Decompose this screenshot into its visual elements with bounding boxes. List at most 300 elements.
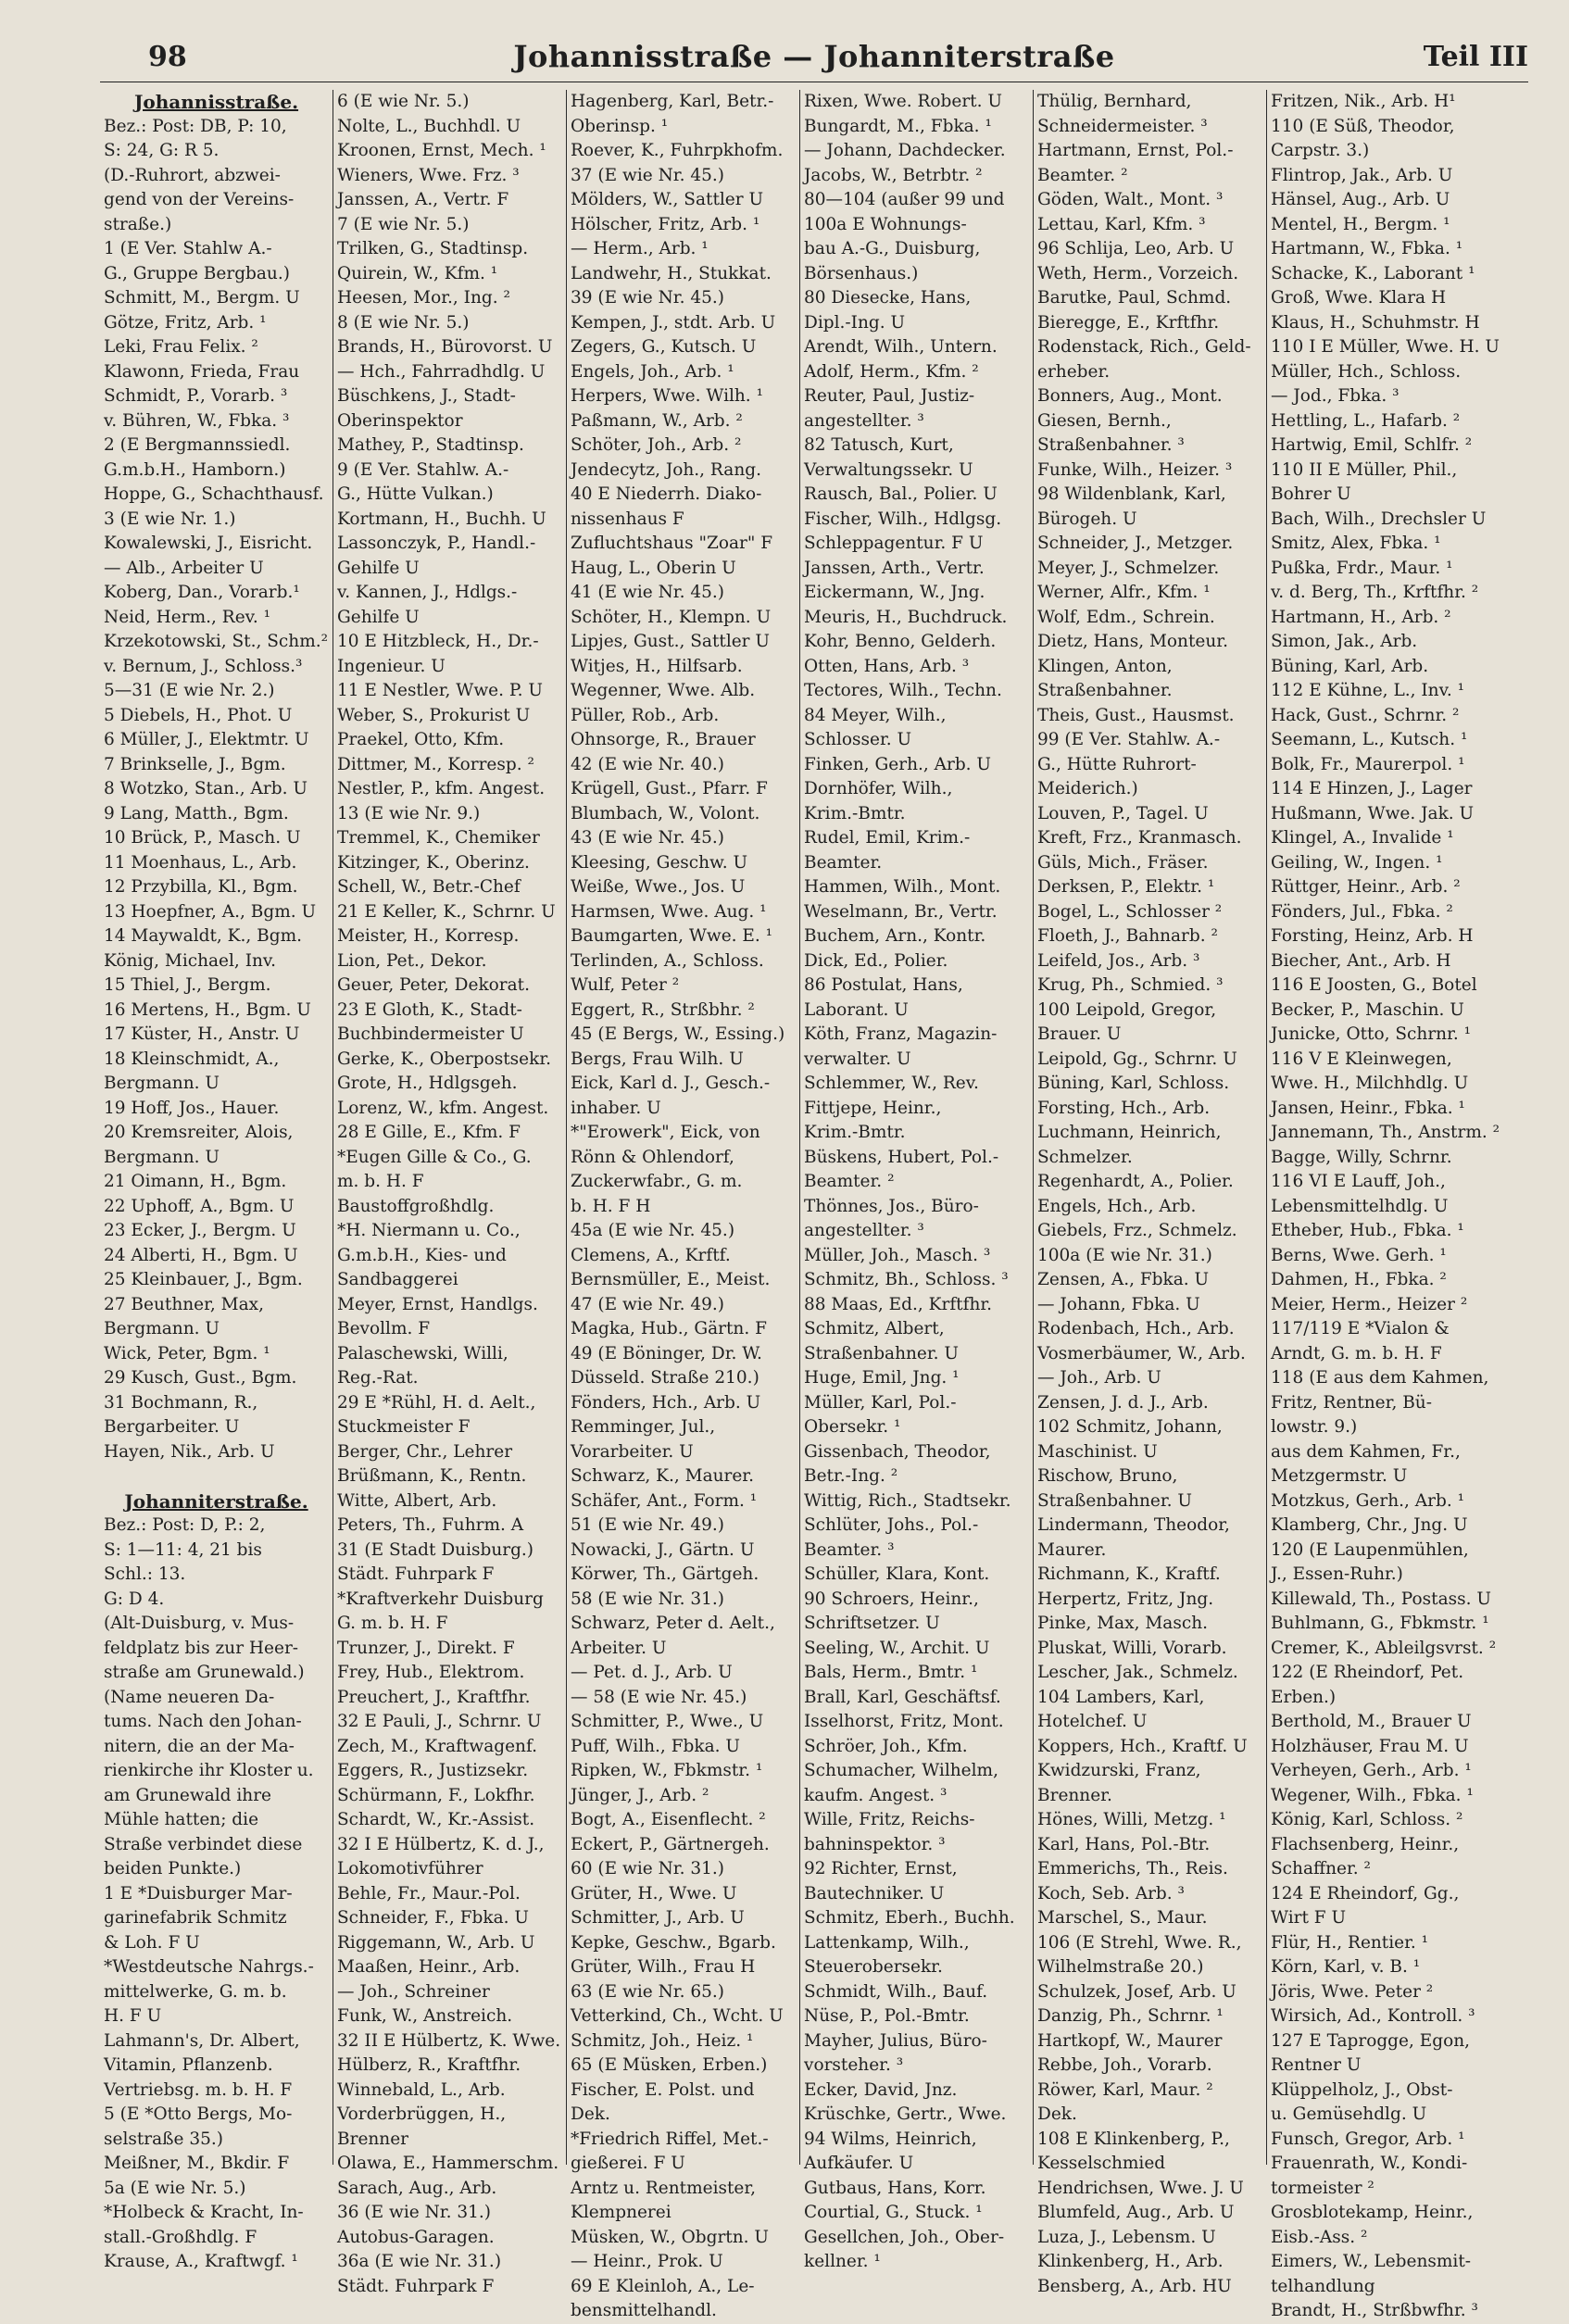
directory-entry: Wulf, Peter ²: [571, 975, 680, 995]
directory-entry: u. Gemüsehdlg. U: [1271, 2104, 1427, 2124]
directory-entry: 8 (E wie Nr. 5.): [337, 312, 470, 333]
directory-entry: Eickermann, W., Jng.: [804, 583, 985, 602]
directory-entry: 41 (E wie Nr. 45.): [571, 583, 725, 602]
directory-entry: Arntz u. Rentmeister,: [571, 2178, 757, 2198]
directory-entry: Jansen, Heinr., Fbka. ¹: [1271, 1098, 1465, 1118]
directory-entry: Biecher, Ant., Arb. H: [1271, 950, 1451, 971]
directory-entry: Huge, Emil, Jng. ¹: [804, 1368, 960, 1388]
directory-entry: Dek.: [571, 2104, 610, 2124]
directory-entry: Bach, Wilh., Drechsler U: [1271, 509, 1487, 529]
directory-entry: Meiderich.): [1037, 779, 1138, 798]
directory-entry: Klawonn, Frieda, Frau: [104, 361, 300, 382]
directory-entry: aus dem Kahmen, Fr.,: [1271, 1441, 1461, 1462]
directory-entry: Beamter. ²: [1037, 165, 1128, 185]
directory-entry: G.m.b.H., Kies- und: [337, 1245, 507, 1265]
directory-entry: S: 1—11: 4, 21 bis: [104, 1539, 262, 1560]
directory-entry: Bonners, Aug., Mont.: [1037, 386, 1223, 406]
directory-entry: *"Erowerk", Eick, von: [571, 1123, 760, 1142]
directory-entry: Bergmann. U: [104, 1319, 220, 1338]
directory-entry: Ecker, David, Jnz.: [804, 2079, 958, 2100]
directory-entry: Jöris, Wwe. Peter ²: [1271, 1981, 1434, 2002]
directory-entry: 99 (E Ver. Stahlw. A.-: [1037, 730, 1221, 749]
directory-entry: Flachsenberg, Heinr.,: [1271, 1834, 1460, 1854]
directory-entry: *Westdeutsche Nahrgs.-: [104, 1957, 314, 1977]
directory-entry: 24 Alberti, H., Bgm. U: [104, 1245, 298, 1265]
directory-entry: Schöter, Joh., Arb. ²: [571, 435, 742, 455]
directory-entry: Lebensmittelhdlg. U: [1271, 1196, 1449, 1216]
directory-entry: Buchem, Arn., Kontr.: [804, 926, 986, 946]
directory-entry: angestellter. ³: [804, 1221, 924, 1240]
directory-entry: Fönders, Hch., Arb. U: [571, 1392, 761, 1413]
directory-entry: Schardt, W., Kr.-Assist.: [337, 1810, 535, 1829]
directory-entry: 100a E Wohnungs-: [804, 214, 967, 234]
directory-entry: Carpstr. 3.): [1271, 141, 1370, 160]
directory-entry: Kroonen, Ernst, Mech. ¹: [337, 141, 546, 160]
directory-entry: Reg.-Rat.: [337, 1368, 419, 1388]
directory-entry: Kowalewski, J., Eisricht.: [104, 534, 313, 553]
directory-entry: straße am Grunewald.): [104, 1663, 305, 1682]
directory-entry: Wieners, Wwe. Frz. ³: [337, 165, 520, 185]
directory-entry: Tectores, Wilh., Techn.: [804, 681, 1002, 700]
directory-entry: 27 Beuthner, Max,: [104, 1294, 264, 1314]
directory-entry: Bungardt, M., Fbka. ¹: [804, 116, 992, 136]
directory-entry: kellner. ¹: [804, 2252, 881, 2271]
directory-entry: — Alb., Arbeiter U: [104, 558, 264, 578]
directory-entry: 5—31 (E wie Nr. 2.): [104, 681, 275, 700]
directory-entry: Düsseld. Straße 210.): [571, 1368, 759, 1388]
directory-entry: Cremer, K., Ableilgsvrst. ²: [1271, 1638, 1497, 1658]
directory-entry: König, Karl, Schloss. ²: [1271, 1810, 1463, 1829]
directory-entry: Verheyen, Gerh., Arb. ¹: [1271, 1761, 1472, 1780]
directory-entry: Müsken, W., Obgrtn. U: [571, 2227, 770, 2247]
directory-entry: Hußmann, Wwe. Jak. U: [1271, 803, 1475, 823]
directory-entry: Grote, H., Hdlgsgeh.: [337, 1074, 518, 1093]
directory-entry: Engels, Joh., Arb. ¹: [571, 361, 734, 382]
directory-entry: mittelwerke, G. m. b.: [104, 1981, 287, 2002]
directory-entry: Schleppagentur. F U: [804, 534, 984, 553]
directory-entry: Dornhöfer, Wilh.,: [804, 779, 953, 798]
directory-entry: Nestler, P., kfm. Angest.: [337, 779, 546, 798]
directory-entry: Ingenieur. U: [337, 656, 446, 676]
directory-entry: Buchbindermeister U: [337, 1024, 524, 1044]
directory-entry: — Heinr., Prok. U: [571, 2252, 723, 2271]
directory-entry: 36a (E wie Nr. 31.): [337, 2252, 502, 2271]
directory-entry: Ripken, W., Fbkmstr. ¹: [571, 1761, 763, 1780]
directory-entry: Meuris, H., Buchdruck.: [804, 607, 1008, 627]
directory-entry: Emmerichs, Th., Reis.: [1037, 1859, 1228, 1878]
directory-entry: Zensen, J. d. J., Arb.: [1037, 1392, 1209, 1413]
directory-entry: (Name neueren Da-: [104, 1687, 275, 1707]
directory-entry: 124 E Rheindorf, Gg.,: [1271, 1883, 1460, 1903]
directory-entry: Vosmerbäumer, W., Arb.: [1037, 1343, 1246, 1363]
directory-entry: Holzhäuser, Frau M. U: [1271, 1736, 1469, 1756]
directory-entry: Flintrop, Jak., Arb. U: [1271, 165, 1453, 185]
directory-entry: Gutbaus, Hans, Korr.: [804, 2178, 986, 2198]
directory-entry: Kesselschmied: [1037, 2154, 1166, 2173]
directory-entry: G., Hütte Vulkan.): [337, 484, 494, 504]
directory-entry: Luchmann, Heinrich,: [1037, 1123, 1222, 1142]
directory-entry: Wittig, Rich., Stadtsekr.: [804, 1490, 1011, 1511]
directory-entry: Lokomotivführer: [337, 1859, 483, 1878]
directory-entry: Schürmann, F., Lokfhr.: [337, 1785, 535, 1805]
directory-entry: Krügell, Gust., Pfarr. F: [571, 779, 768, 798]
directory-entry: Gerke, K., Oberpostsekr.: [337, 1049, 552, 1069]
directory-entry: 5a (E wie Nr. 5.): [104, 2178, 246, 2198]
directory-entry: v. Bühren, W., Fbka. ³: [104, 410, 290, 431]
directory-entry: bahninspektor. ³: [804, 1834, 946, 1854]
directory-entry: 37 (E wie Nr. 45.): [571, 165, 725, 185]
directory-entry: H. F U: [104, 2006, 162, 2026]
directory-entry: Dipl.-Ing. U: [804, 312, 906, 333]
directory-entry: Mentel, H., Bergm. ¹: [1271, 214, 1450, 234]
directory-entry: & Loh. F U: [104, 1932, 200, 1953]
directory-entry: Klingen, Anton,: [1037, 656, 1173, 676]
directory-entry: Obersekr. ¹: [804, 1417, 901, 1437]
directory-entry: 19 Hoff, Jos., Hauer.: [104, 1098, 280, 1118]
directory-entry: Lassonczyk, P., Handl.-: [337, 534, 536, 553]
directory-entry: Regenhardt, A., Polier.: [1037, 1172, 1234, 1191]
directory-entry: 45a (E wie Nr. 45.): [571, 1221, 735, 1240]
directory-entry: nitern, die an der Ma-: [104, 1736, 295, 1756]
directory-entry: 32 E Pauli, J., Schrnr. U: [337, 1712, 542, 1731]
directory-entry: Zech, M., Kraftwagenf.: [337, 1736, 538, 1756]
directory-entry: Louven, P., Tagel. U: [1037, 803, 1209, 823]
directory-entry: 11 Moenhaus, L., Arb.: [104, 852, 297, 873]
directory-entry: Fischer, Wilh., Hdlgsg.: [804, 509, 1002, 529]
directory-entry: Püller, Rob., Arb.: [571, 705, 720, 725]
directory-entry: Eggers, R., Justizsekr.: [337, 1761, 529, 1780]
directory-entry: Herpers, Wwe. Wilh. ¹: [571, 386, 763, 406]
directory-entry: Danzig, Ph., Schrnr. ¹: [1037, 2006, 1224, 2026]
directory-entry: Killewald, Th., Postass. U: [1271, 1589, 1491, 1609]
directory-entry: Richmann, K., Kraftf.: [1037, 1564, 1221, 1584]
directory-column: [333, 90, 567, 2296]
directory-entry: Kreft, Frz., Kranmasch.: [1037, 828, 1242, 848]
directory-entry: Bals, Herm., Bmtr. ¹: [804, 1663, 978, 1682]
directory-entry: Fönders, Jul., Fbka. ²: [1271, 901, 1453, 922]
directory-entry: Koberg, Dan., Vorarb.¹: [104, 583, 300, 602]
directory-entry: 18 Kleinschmidt, A.,: [104, 1049, 280, 1069]
directory-entry: Bagge, Willy, Schrnr.: [1271, 1147, 1452, 1167]
directory-entry: Eggert, R., Strßbhr. ²: [571, 999, 755, 1020]
directory-entry: Vorarbeiter. U: [571, 1441, 694, 1462]
directory-entry: Marschel, S., Maur.: [1037, 1908, 1208, 1928]
directory-entry: 21 Oimann, H., Bgm.: [104, 1172, 287, 1191]
directory-entry: Bogel, L., Schlosser ²: [1037, 901, 1223, 922]
directory-entry: straße.): [104, 214, 172, 234]
directory-entry: Funsch, Gregor, Arb. ¹: [1271, 2129, 1465, 2149]
directory-entry: Olawa, E., Hammerschm.: [337, 2154, 559, 2173]
directory-entry: Köth, Franz, Magazin-: [804, 1024, 998, 1044]
directory-entry: — Johann, Dachdecker.: [804, 141, 1006, 160]
directory-column: [1034, 90, 1267, 2296]
directory-entry: Autobus-Garagen.: [337, 2227, 495, 2247]
directory-entry: 11 E Nestler, Wwe. P. U: [337, 681, 543, 700]
directory-entry: Sandbaggerei: [337, 1270, 458, 1289]
directory-entry: Riggemann, W., Arb. U: [337, 1932, 535, 1953]
directory-entry: Dahmen, H., Fbka. ²: [1271, 1270, 1447, 1289]
directory-entry: Sarach, Aug., Arb.: [337, 2178, 497, 2198]
directory-entry: 21 E Keller, K., Schrnr. U: [337, 901, 556, 922]
directory-entry: — Joh., Schreiner: [337, 1981, 490, 2002]
directory-entry: Weth, Herm., Vorzeich.: [1037, 263, 1239, 283]
directory-entry: 104 Lambers, Karl,: [1037, 1687, 1205, 1707]
directory-entry: b. H. F H: [571, 1196, 651, 1216]
directory-entry: Haug, L., Oberin U: [571, 558, 736, 578]
directory-entry: Bevollm. F: [337, 1319, 431, 1338]
directory-entry: Hayen, Nik., Arb. U: [104, 1441, 275, 1462]
directory-entry: 114 E Hinzen, J., Lager: [1271, 779, 1473, 798]
directory-entry: Eick, Karl d. J., Gesch.-: [571, 1074, 771, 1093]
directory-entry: Baumgarten, Wwe. E. ¹: [571, 926, 773, 946]
directory-entry: Hönes, Willi, Metzg. ¹: [1037, 1810, 1226, 1829]
directory-entry: Müller, Hch., Schloss.: [1271, 361, 1462, 382]
directory-entry: Klamberg, Chr., Jng. U: [1271, 1515, 1468, 1535]
directory-entry: — 58 (E wie Nr. 45.): [571, 1687, 747, 1707]
directory-entry: Grüter, Wilh., Frau H: [571, 1957, 756, 1977]
directory-entry: gießerei. F U: [571, 2154, 685, 2173]
directory-entry: Schmidt, Wilh., Bauf.: [804, 1981, 988, 2002]
directory-entry: G., Gruppe Bergbau.): [104, 263, 290, 283]
directory-entry: Rodenstack, Rich., Geld-: [1037, 337, 1251, 357]
directory-entry: 116 E Joosten, G., Botel: [1271, 975, 1477, 995]
directory-entry: Hettling, L., Hafarb. ²: [1271, 410, 1461, 431]
directory-entry: Nolte, L., Buchhdl. U: [337, 116, 521, 136]
directory-entry: Rodenbach, Hch., Arb.: [1037, 1319, 1235, 1338]
directory-entry: Maschinist. U: [1037, 1441, 1158, 1462]
directory-entry: Baustoffgroßhdlg.: [337, 1196, 495, 1216]
directory-entry: Körwer, Th., Gärtgeh.: [571, 1564, 759, 1584]
directory-entry: 69 E Kleinloh, A., Le-: [571, 2276, 755, 2296]
directory-entry: Zuckerwfabr., G. m.: [571, 1172, 743, 1191]
directory-entry: Schwarz, Peter d. Aelt.,: [571, 1614, 775, 1633]
directory-entry: Fritz, Rentner, Bü-: [1271, 1392, 1432, 1413]
directory-entry: Erben.): [1271, 1687, 1337, 1707]
directory-entry: Weselmann, Br., Vertr.: [804, 901, 998, 922]
directory-entry: Bez.: Post: D, P.: 2,: [104, 1515, 266, 1535]
directory-entry: Vitamin, Pflanzenb.: [104, 2055, 273, 2075]
directory-entry: 80 Diesecke, Hans,: [804, 288, 972, 308]
directory-entry: Geuer, Peter, Dekorat.: [337, 975, 530, 995]
directory-entry: Herpertz, Fritz, Jng.: [1037, 1589, 1214, 1609]
directory-entry: Quirein, W., Kfm. ¹: [337, 263, 498, 283]
directory-entry: 9 (E Ver. Stahlw. A.-: [337, 459, 509, 480]
directory-entry: Rischow, Bruno,: [1037, 1466, 1178, 1486]
directory-entry: G. m. b. H. F: [337, 1614, 448, 1633]
directory-entry: Götze, Fritz, Arb. ¹: [104, 312, 267, 333]
directory-entry: Nüse, P., Pol.-Bmtr.: [804, 2006, 970, 2026]
directory-entry: *Holbeck & Kracht, In-: [104, 2203, 304, 2222]
directory-entry: 32 I E Hülbertz, K. d. J.,: [337, 1834, 545, 1854]
directory-entry: Witte, Albert, Arb.: [337, 1490, 497, 1511]
directory-entry: 13 Hoepfner, A., Bgm. U: [104, 901, 317, 922]
directory-entry: Bergarbeiter. U: [104, 1417, 240, 1437]
directory-entry: Maurer.: [1037, 1539, 1107, 1560]
directory-entry: Städt. Fuhrpark F: [337, 1564, 495, 1584]
directory-entry: Wegener, Wilh., Fbka. ¹: [1271, 1785, 1474, 1805]
directory-entry: 110 (E Süß, Theodor,: [1271, 116, 1455, 136]
directory-entry: verwalter. U: [804, 1049, 911, 1069]
directory-entry: Bautechniker. U: [804, 1883, 945, 1903]
directory-entry: 14 Maywaldt, K., Bgm.: [104, 926, 302, 946]
directory-entry: Meier, Herm., Heizer ²: [1271, 1294, 1468, 1314]
directory-entry: Leipold, Gg., Schrnr. U: [1037, 1049, 1237, 1069]
directory-entry: v. d. Berg, Th., Krftfhr. ²: [1271, 583, 1479, 602]
street-heading: Johanniterstraße.: [124, 1489, 308, 1513]
directory-entry: Kleesing, Geschw. U: [571, 852, 748, 873]
directory-entry: Funk, W., Anstreich.: [337, 2006, 513, 2026]
directory-entry: 16 Mertens, H., Bgm. U: [104, 999, 311, 1020]
directory-entry: Ohnsorge, R., Brauer: [571, 730, 756, 749]
directory-entry: Brands, H., Bürovorst. U: [337, 337, 553, 357]
directory-entry: Thülig, Bernhard,: [1037, 92, 1192, 111]
directory-entry: Körn, Karl, v. B. ¹: [1271, 1957, 1421, 1977]
directory-entry: Schmitter, J., Arb. U: [571, 1908, 745, 1928]
directory-entry: Vetterkind, Ch., Wcht. U: [571, 2006, 784, 2026]
street-heading: Johannisstraße.: [133, 91, 299, 113]
directory-entry: Schmitz, Albert,: [804, 1319, 945, 1338]
directory-entry: Brauer. U: [1037, 1024, 1122, 1044]
directory-entry: Gehilfe U: [337, 558, 420, 578]
directory-entry: Janssen, Arth., Vertr.: [804, 558, 985, 578]
directory-entry: Müller, Karl, Pol.-: [804, 1392, 957, 1413]
directory-entry: Krzekotowski, St., Schm.²: [104, 632, 329, 651]
directory-entry: 23 Ecker, J., Bergm. U: [104, 1221, 296, 1240]
directory-entry: 60 (E wie Nr. 31.): [571, 1859, 725, 1878]
directory-entry: — Johann, Fbka. U: [1037, 1294, 1200, 1314]
directory-entry: Hotelchef. U: [1037, 1712, 1148, 1731]
directory-entry: Leki, Frau Felix. ²: [104, 337, 258, 357]
directory-entry: tums. Nach den Johan-: [104, 1712, 302, 1731]
directory-entry: Engels, Hch., Arb.: [1037, 1196, 1197, 1216]
directory-entry: Klüppelholz, J., Obst-: [1271, 2079, 1453, 2100]
directory-entry: 94 Wilms, Heinrich,: [804, 2129, 977, 2149]
directory-entry: Wolf, Edm., Schrein.: [1037, 607, 1215, 627]
directory-entry: 112 E Kühne, L., Inv. ¹: [1271, 681, 1465, 700]
directory-entry: Rixen, Wwe. Robert. U: [804, 92, 1002, 111]
directory-entry: Seemann, L., Kutsch. ¹: [1271, 730, 1468, 749]
directory-entry: Krim.-Bmtr.: [804, 803, 906, 823]
directory-entry: Becker, P., Maschin. U: [1271, 999, 1464, 1020]
directory-entry: Kwidzurski, Franz,: [1037, 1761, 1201, 1780]
directory-entry: Wegenner, Wwe. Alb.: [571, 681, 756, 700]
directory-entry: 96 Schlija, Leo, Arb. U: [1037, 239, 1235, 258]
directory-entry: Brüßmann, K., Rentn.: [337, 1466, 527, 1486]
directory-entry: Gesellchen, Joh., Ober-: [804, 2227, 1005, 2247]
directory-entry: 36 (E wie Nr. 31.): [337, 2203, 492, 2222]
directory-entry: Groß, Wwe. Klara H: [1271, 288, 1447, 308]
directory-entry: Blumbach, W., Volont.: [571, 803, 760, 823]
directory-entry: Courtial, G., Stuck. ¹: [804, 2203, 983, 2222]
directory-entry: Oberinsp. ¹: [571, 116, 669, 136]
directory-entry: Theis, Gust., Hausmst.: [1037, 705, 1235, 725]
directory-entry: Palaschewski, Willi,: [337, 1343, 508, 1363]
directory-entry: Krug, Ph., Schmied. ³: [1037, 975, 1224, 995]
directory-entry: Grosblotekamp, Heinr.,: [1271, 2203, 1474, 2222]
directory-entry: v. Kannen, J., Hdlgs.-: [337, 583, 518, 602]
directory-entry: Buhlmann, G., Fbkmstr. ¹: [1271, 1614, 1489, 1633]
directory-entry: 82 Tatusch, Kurt,: [804, 435, 954, 455]
directory-entry: Schneidermeister. ³: [1037, 116, 1208, 136]
directory-entry: Heesen, Mor., Ing. ²: [337, 288, 510, 308]
directory-entry: 29 E *Rühl, H. d. Aelt.,: [337, 1392, 536, 1413]
directory-entry: Seeling, W., Archit. U: [804, 1638, 990, 1658]
page-title: Johannisstraße — Johanniterstraße: [513, 39, 1115, 74]
directory-entry: Arndt, G. m. b. H. F: [1271, 1343, 1442, 1363]
directory-entry: — Jod., Fbka. ³: [1271, 386, 1400, 406]
directory-entry: bensmittelhandl.: [571, 2301, 717, 2320]
directory-entry: Schmitt, M., Bergm. U: [104, 288, 300, 308]
directory-entry: Brenner: [337, 2129, 409, 2149]
directory-entry: Puff, Wilh., Fbka. U: [571, 1736, 740, 1756]
directory-entry: nissenhaus F: [571, 509, 684, 529]
directory-entry: Brall, Karl, Geschäftsf.: [804, 1687, 1001, 1707]
directory-entry: Dek.: [1037, 2104, 1077, 2124]
directory-entry: Kortmann, H., Buchh. U: [337, 509, 546, 529]
directory-entry: Mayher, Julius, Büro-: [804, 2030, 987, 2051]
directory-entry: lowstr. 9.): [1271, 1417, 1358, 1437]
directory-entry: Praekel, Otto, Kfm.: [337, 730, 505, 749]
directory-entry: Hendrichsen, Wwe. J. U: [1037, 2178, 1244, 2198]
directory-entry: Bergmann. U: [104, 1074, 220, 1093]
directory-column: [800, 90, 1034, 2271]
directory-entry: 43 (E wie Nr. 45.): [571, 828, 725, 848]
directory-entry: Trunzer, J., Direkt. F: [337, 1638, 515, 1658]
directory-entry: am Grunewald ihre: [104, 1785, 271, 1805]
directory-entry: m. b. H. F: [337, 1172, 424, 1191]
directory-entry: garinefabrik Schmitz: [104, 1908, 287, 1928]
directory-entry: G.m.b.H., Hamborn.): [104, 459, 286, 480]
directory-entry: Lipjes, Gust., Sattler U: [571, 632, 770, 651]
directory-entry: Schneider, F., Fbka. U: [337, 1908, 529, 1928]
directory-entry: Schmidt, P., Vorarb. ³: [104, 386, 288, 406]
directory-entry: Magka, Hub., Gärtn. F: [571, 1319, 767, 1338]
directory-entry: Winnebald, L., Arb.: [337, 2079, 506, 2100]
directory-entry: Eimers, W., Lebensmit-: [1271, 2252, 1472, 2271]
directory-entry: 6 Müller, J., Elektmtr. U: [104, 730, 309, 749]
directory-entry: kaufm. Angest. ³: [804, 1785, 948, 1805]
directory-entry: Lindermann, Theodor,: [1037, 1515, 1230, 1535]
directory-entry: Lion, Pet., Dekor.: [337, 950, 487, 971]
directory-entry: Luza, J., Lebensm. U: [1037, 2227, 1216, 2247]
directory-entry: inhaber. U: [571, 1098, 661, 1118]
directory-entry: Röwer, Karl, Maur. ²: [1037, 2079, 1213, 2100]
directory-entry: gend von der Vereins-: [104, 190, 295, 209]
directory-entry: Schäfer, Ant., Form. ¹: [571, 1490, 758, 1511]
directory-entry: Schmitz, Bh., Schloss. ³: [804, 1270, 1009, 1289]
directory-entry: Grüter, H., Wwe. U: [571, 1883, 737, 1903]
directory-entry: Mölders, W., Sattler U: [571, 190, 764, 209]
directory-entry: Schlosser. U: [804, 730, 912, 749]
directory-entry: 117/119 E *Vialon &: [1271, 1319, 1450, 1338]
directory-entry: 32 II E Hülbertz, K. Wwe.: [337, 2030, 561, 2051]
directory-entry: 45 (E Bergs, W., Essing.): [571, 1024, 785, 1044]
directory-entry: Hartkopf, W., Maurer: [1037, 2030, 1223, 2051]
directory-entry: Klinkenberg, H., Arb.: [1037, 2252, 1224, 2271]
directory-entry: 80—104 (außer 99 und: [804, 190, 1005, 209]
directory-entry: Dittmer, M., Korresp. ²: [337, 754, 534, 774]
directory-entry: Wirsich, Ad., Kontroll. ³: [1271, 2006, 1475, 2026]
directory-entry: 88 Maas, Ed., Krftfhr.: [804, 1294, 993, 1314]
directory-entry: J., Essen-Ruhr.): [1271, 1564, 1403, 1584]
directory-entry: v. Bernum, J., Schloss.³: [104, 656, 303, 676]
directory-entry: Schl.: 13.: [104, 1564, 186, 1584]
directory-entry: Schumacher, Wilhelm,: [804, 1761, 998, 1780]
directory-entry: 10 Brück, P., Masch. U: [104, 828, 301, 848]
directory-entry: Bürogeh. U: [1037, 509, 1137, 529]
directory-entry: Reuter, Paul, Justiz-: [804, 386, 975, 406]
directory-entry: 102 Schmitz, Johann,: [1037, 1417, 1223, 1437]
